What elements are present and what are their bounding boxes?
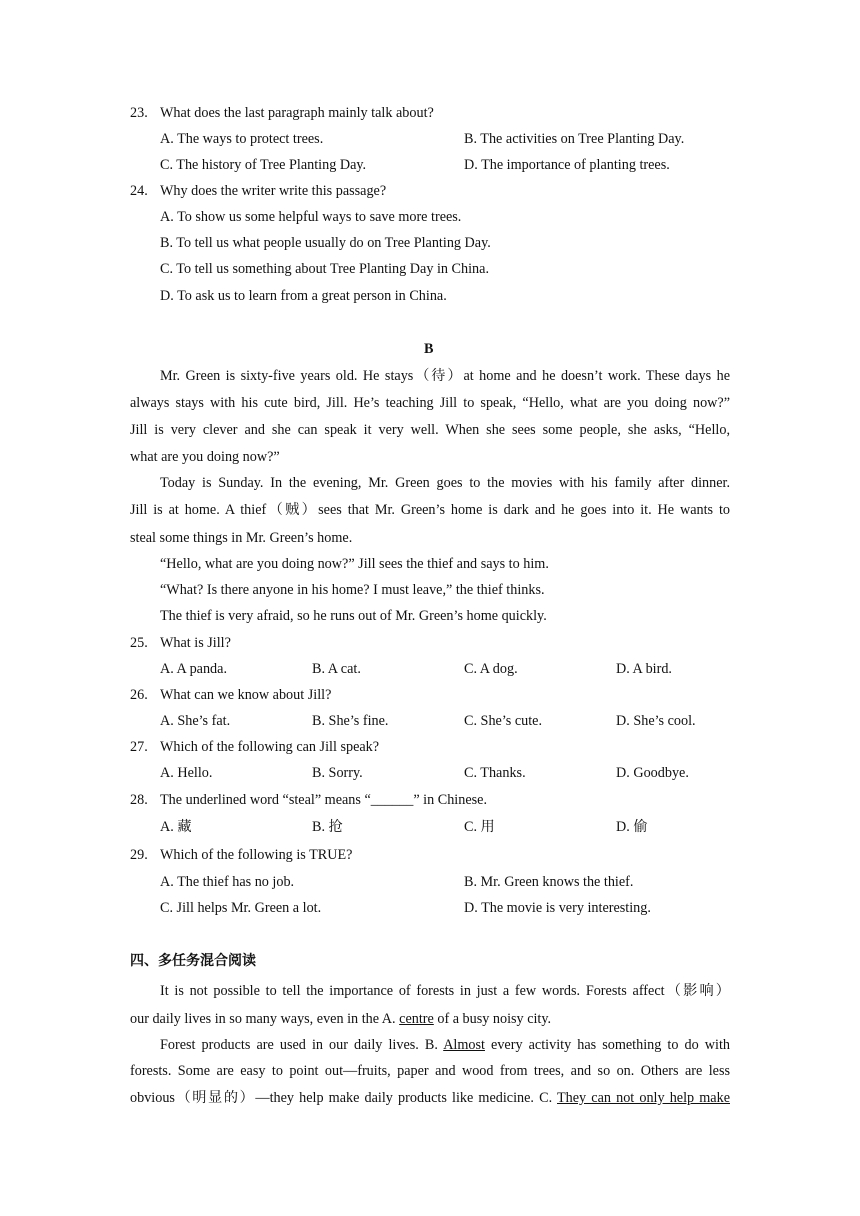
q23-number: 23. [130,105,148,121]
q25-option-c: C. A dog. [464,661,518,677]
q27-number: 27. [130,739,148,755]
q25-number: 25. [130,635,148,651]
passage-b-line: Jill is very clever and she can speak it very well. When she sees some people, she asks, “Hello, [130,422,730,438]
q24-option-a: A. To show us some helpful ways to save more trees. [160,209,462,225]
q27-option-c: C. Thanks. [464,765,526,781]
passage-b-line: Today is Sunday. In the evening, Mr. Green goes to the movies with his family after dinner. [160,475,730,491]
q28-option-d: D. 偷 [616,819,648,835]
q27-option-d: D. Goodbye. [616,765,689,781]
q29-number: 29. [130,847,148,863]
section-b-heading: B [424,341,434,357]
q25-option-b: B. A cat. [312,661,361,677]
q28-option-c: C. 用 [464,819,495,835]
q23-option-c: C. The history of Tree Planting Day. [160,157,367,173]
underlined-word-almost: Almost [443,1037,485,1053]
q24-option-c: C. To tell us something about Tree Planting Day in China. [160,261,489,277]
q26-option-a: A. She’s fat. [160,713,231,729]
passage-b-line: Mr. Green is sixty-five years old. He stays（待）at home and he doesn’t work. These days he [160,368,730,384]
q23-option-d: D. The importance of planting trees. [464,157,670,173]
passage-4-line: obvious（明显的）—they help make daily products like medicine. C. They can not only help make [130,1090,730,1106]
q23-option-b: B. The activities on Tree Planting Day. [464,131,685,147]
q26-option-d: D. She’s cool. [616,713,696,729]
section-4-heading: 四、多任务混合阅读 [130,953,256,969]
q29-option-a: A. The thief has no job. [160,874,295,890]
q26-number: 26. [130,687,148,703]
q25-question: What is Jill? [160,635,231,651]
passage-4-line: our daily lives in so many ways, even in the A. centre of a busy noisy city. [130,1011,552,1027]
passage-b-line: The thief is very afraid, so he runs out of Mr. Green’s home quickly. [160,608,547,624]
q27-option-a: A. Hello. [160,765,213,781]
passage-b-line: “Hello, what are you doing now?” Jill sees the thief and says to him. [160,556,549,572]
q29-question: Which of the following is TRUE? [160,847,353,863]
q24-number: 24. [130,183,148,199]
passage-4-line: Forest products are used in our daily lives. B. Almost every activity has something to do with [160,1037,730,1053]
q27-option-b: B. Sorry. [312,765,363,781]
q25-option-a: A. A panda. [160,661,227,677]
q27-question: Which of the following can Jill speak? [160,739,380,755]
passage-b-line: “What? Is there anyone in his home? I must leave,” the thief thinks. [160,582,545,598]
q29-option-c: C. Jill helps Mr. Green a lot. [160,900,322,916]
q24-question: Why does the writer write this passage? [160,183,387,199]
passage-4-line: It is not possible to tell the importance of forests in just a few words. Forests affect（影响） [160,983,730,999]
passage-b-line: steal some things in Mr. Green’s home. [130,530,353,546]
q26-option-c: C. She’s cute. [464,713,543,729]
passage-4-line: forests. Some are easy to point out—fruits, paper and wood from trees, and so on. Others are less [130,1063,730,1079]
q24-option-b: B. To tell us what people usually do on Tree Planting Day. [160,235,491,251]
underlined-word-centre: centre [399,1011,434,1027]
passage-b-line: what are you doing now?” [130,449,280,465]
q28-question: The underlined word “steal” means “______” in Chinese. [160,792,487,808]
q28-option-a: A. 藏 [160,819,192,835]
q23-option-a: A. The ways to protect trees. [160,131,324,147]
q25-option-d: D. A bird. [616,661,672,677]
q26-option-b: B. She’s fine. [312,713,389,729]
q28-number: 28. [130,792,148,808]
q28-option-b: B. 抢 [312,819,343,835]
q29-option-b: B. Mr. Green knows the thief. [464,874,634,890]
q29-option-d: D. The movie is very interesting. [464,900,651,916]
underlined-sentence-c: They can not only help make [557,1090,730,1106]
passage-b-line: always stays with his cute bird, Jill. He’s teaching Jill to speak, “Hello, what are you doing now?” [130,395,730,411]
q24-option-d: D. To ask us to learn from a great person in China. [160,288,447,304]
passage-b-line: Jill is at home. A thief（贼）sees that Mr. Green’s home is dark and he goes into it. He wants to [130,502,730,518]
q26-question: What can we know about Jill? [160,687,332,703]
q23-question: What does the last paragraph mainly talk about? [160,105,434,121]
